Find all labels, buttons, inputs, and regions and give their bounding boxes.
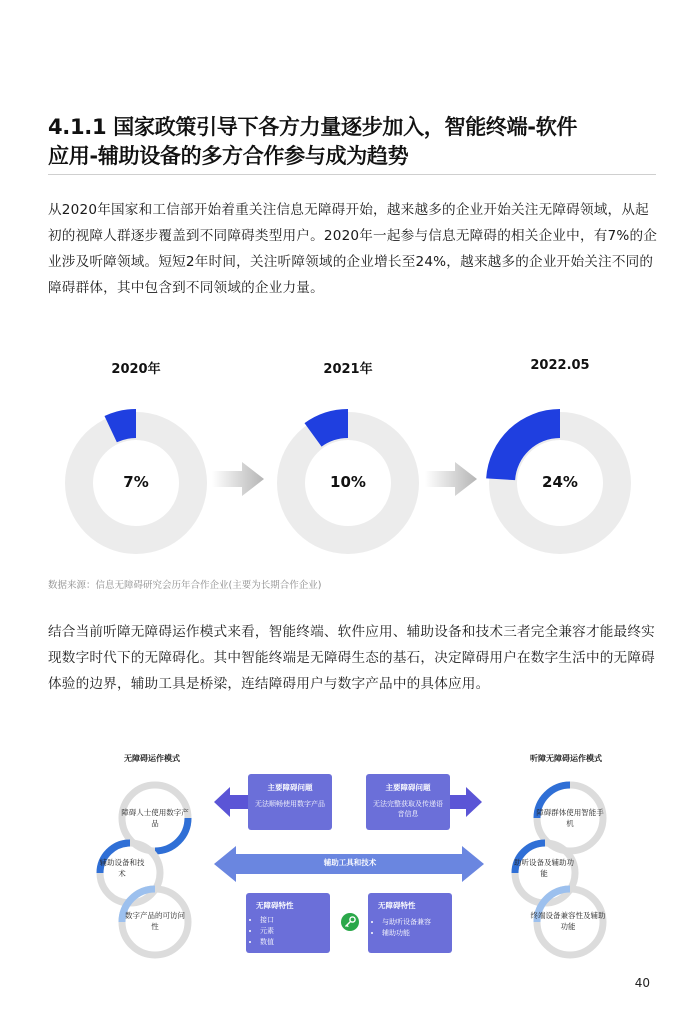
arrow-right-icon xyxy=(425,460,479,498)
feature-box-left-list xyxy=(246,915,330,948)
feature-item: • 与助听设备兼容 xyxy=(382,917,452,928)
feature-item: • 元素 xyxy=(260,926,330,937)
band-label: 辅助工具和技术 xyxy=(323,858,377,867)
donut-value-label: 7% xyxy=(123,473,149,491)
feature-box-left xyxy=(246,893,330,953)
feature-box-right-title: 无障碍特性 xyxy=(378,901,416,910)
section-title-line1: 4.1.1 国家政策引导下各方力量逐步加入，智能终端-软件 xyxy=(48,115,578,139)
left-cycle-label-2: 辅助设备和技术 xyxy=(99,858,145,878)
intro-paragraph: 从2020年国家和工信部开始着重关注信息无障碍开始，越来越多的企业开始关注无障碍领域，从起初的视障人群逐步覆盖到不同障碍类型用户。2020年一起参与信息无障碍的相关企业中，有7%的企业涉及听障领域。短短2年时间，关注听障领域的企业增长至24%，越来越多的企业开始关注不同的障碍群体，其中包含到不同领域的企业力量。 xyxy=(48,202,658,296)
problem-box-left-body: 无法顺畅使用数字产品 xyxy=(255,800,325,808)
feature-box-left-title: 无障碍特性 xyxy=(256,901,294,910)
page-number: 40 xyxy=(634,976,650,990)
arrow-right-icon xyxy=(448,787,482,817)
left-diagram-title: 无障碍运作模式 xyxy=(124,754,180,763)
right-cycle-label-2: 助听设备及辅助功能 xyxy=(514,858,574,878)
feature-box-right xyxy=(368,893,452,953)
donut-value-label: 10% xyxy=(330,473,366,491)
second-paragraph: 结合当前听障无障碍运作模式来看，智能终端、软件应用、辅助设备和技术三者完全兼容才能最终实现数字时代下的无障碍化。其中智能终端是无障碍生态的基石，决定障碍用户在数字生活中的无障碍体验的边界，辅助工具是桥梁，连结障碍用户与数字产品中的具体应用。 xyxy=(48,624,655,692)
feature-box-right-list xyxy=(368,917,452,939)
right-cycle-label-1: 障碍群体使用智能手机 xyxy=(536,808,604,828)
left-cycle-label-1: 障碍人士使用数字产品 xyxy=(121,808,189,828)
title-divider xyxy=(48,174,656,175)
right-cycle-label-3: 终端设备兼容性及辅助功能 xyxy=(530,911,606,931)
problem-box-left xyxy=(248,774,332,830)
donut-value-label: 24% xyxy=(542,473,578,491)
donut-slice xyxy=(486,409,560,480)
feature-item: • 接口 xyxy=(260,915,330,926)
section-title-line2: 应用-辅助设备的多方合作参与成为趋势 xyxy=(48,144,409,168)
feature-item: • 辅助功能 xyxy=(382,928,452,939)
problem-box-right-body: 无法完整获取及传递语音信息 xyxy=(373,800,443,818)
problem-box-right xyxy=(366,774,450,830)
donut-year-label: 2020年 xyxy=(111,362,161,377)
donut-year-label: 2021年 xyxy=(323,362,373,377)
left-cycle-label-3: 数字产品的可访问性 xyxy=(125,911,185,931)
arrow-right-icon xyxy=(212,460,266,498)
problem-box-left-title: 主要障碍问题 xyxy=(267,783,313,792)
key-icon xyxy=(340,912,360,932)
problem-box-right-title: 主要障碍问题 xyxy=(385,783,431,792)
donut-year-label: 2022.05 xyxy=(530,358,590,373)
section-title xyxy=(48,113,658,171)
feature-item: • 数值 xyxy=(260,937,330,948)
right-diagram-title: 听障无障碍运作模式 xyxy=(530,754,602,763)
arrow-left-icon xyxy=(214,787,248,817)
data-source: 数据来源：信息无障碍研究会历年合作企业(主要为长期合作企业) xyxy=(48,580,322,591)
